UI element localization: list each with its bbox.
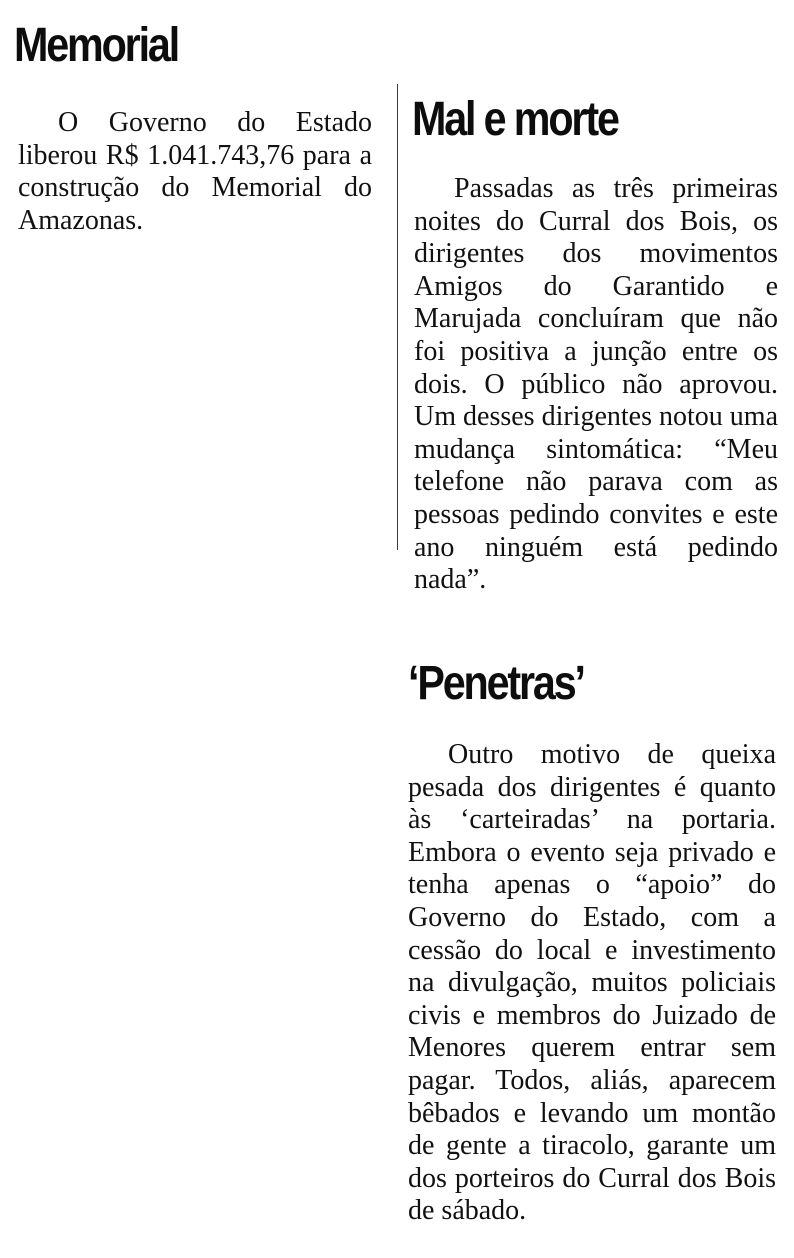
- memorial-headline: Memorial: [14, 19, 179, 72]
- mal-e-morte-body: Passadas as três primeiras noites do Curral dos Bois, os dirigentes dos movimentos Amigos do Garantido e Marujada concluíram que não foi positiva a junção entre os dois. O público não aprovou. Um desses dirigentes notou uma mudança sintomática: “Meu telefone não parava com as pessoas pedindo convites e este ano ninguém está pedindo nada”.: [414, 173, 778, 596]
- memorial-column: [18, 107, 372, 237]
- mal-e-morte-headline: Mal e morte: [412, 93, 618, 146]
- memorial-body: O Governo do Estado liberou R$ 1.041.743,76 para a construção do Memorial do Amazonas.: [18, 107, 372, 236]
- penetras-headline: ‘Penetras’: [408, 657, 584, 710]
- penetras-column: [408, 739, 776, 1228]
- mal-e-morte-column: [414, 173, 778, 597]
- column-divider: [397, 84, 398, 550]
- penetras-body: Outro motivo de queixa pesada dos dirigentes é quanto às ‘carteiradas’ na portaria. Embora o evento seja privado e tenha apenas o “apoio” do Governo do Estado, com a cessão do local e investimento na divulgação, muitos policiais civis e membros do Juizado de Menores querem entrar sem pagar. Todos, aliás, aparecem bêbados e levando um montão de gente a tiracolo, garante um dos porteiros do Curral dos Bois de sábado.: [408, 739, 776, 1227]
